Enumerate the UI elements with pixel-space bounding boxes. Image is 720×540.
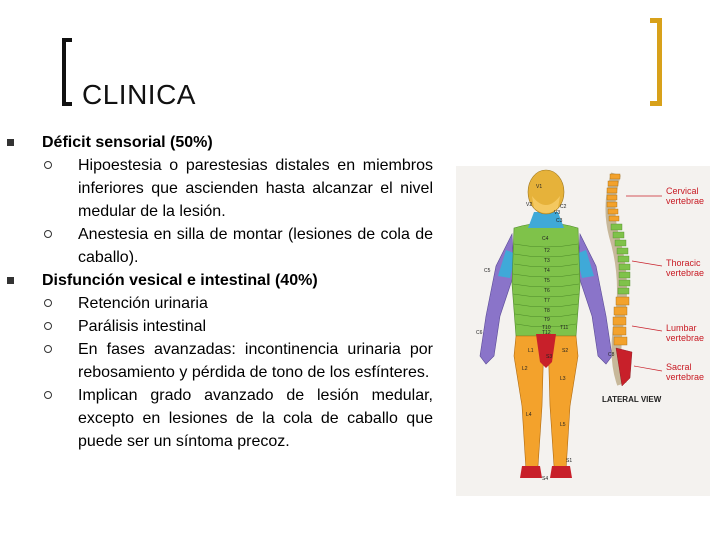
right-foot-shape — [550, 466, 572, 478]
dermatome-label: T8 — [544, 308, 550, 314]
dermatome-label: C2 — [560, 204, 567, 210]
dermatome-label: S3 — [546, 354, 553, 360]
ring-bullet-icon — [44, 345, 52, 353]
sub-bullet-text: Hipoestesia o parestesias distales en miembros inferiores que ascienden hasta alcanzar el nivel medular de la lesión. — [78, 157, 433, 220]
bullet-heading: Déficit sensorial (50%) — [42, 134, 213, 151]
sacral-label: Sacral — [666, 362, 692, 372]
sub-bullet-item — [0, 338, 433, 384]
dermatome-label: L1 — [528, 348, 534, 354]
dermatome-label: T4 — [544, 268, 550, 274]
dermatome-label: L4 — [526, 412, 532, 418]
sub-bullet-text: Parálisis intestinal — [78, 318, 207, 335]
thoracic-label: Thoracic — [666, 258, 701, 268]
dermatome-label: T6 — [544, 288, 550, 294]
sub-bullet-text: Anestesia en silla de montar (lesiones de cola de caballo). — [78, 226, 433, 266]
lumbar-label-2: vertebrae — [666, 333, 705, 343]
dermatome-label: L2 — [522, 366, 528, 372]
sub-bullet-text: Implican grado avanzado de lesión medular, excepto en lesiones de la cola de caballo que puede ser un síntoma precoz. — [78, 387, 433, 450]
dermatome-label: T2 — [544, 248, 550, 254]
square-bullet-icon — [7, 139, 14, 146]
dermatome-label: V1 — [536, 184, 543, 190]
sub-bullet-item — [0, 154, 433, 223]
square-bullet-icon — [7, 277, 14, 284]
bullet-item-bladder-bowel — [0, 269, 440, 292]
bullet-item-sensory — [0, 131, 440, 154]
slide-content — [0, 131, 440, 453]
dermatome-label: T9 — [544, 317, 550, 323]
lumbar-label: Lumbar — [666, 323, 697, 333]
ring-bullet-icon — [44, 391, 52, 399]
lateral-view-label: LATERAL VIEW — [602, 395, 662, 404]
sub-bullet-item — [0, 315, 433, 338]
spine-pointer-lines — [626, 196, 662, 371]
dermatome-label: C6 — [476, 330, 483, 336]
sub-bullet-text: Retención urinaria — [78, 295, 208, 312]
dermatome-label: C8 — [608, 352, 615, 358]
cervical-label: Cervical — [666, 186, 699, 196]
slide-title: CLINICA — [82, 79, 196, 110]
dermatome-illustration — [456, 166, 710, 496]
title-bracket-right — [650, 18, 662, 106]
title-bracket-left — [62, 38, 72, 106]
ring-bullet-icon — [44, 299, 52, 307]
left-foot-shape — [520, 466, 542, 478]
dermatome-label: T10 — [542, 325, 551, 331]
sub-bullet-item — [0, 223, 433, 269]
dermatome-label: S1 — [566, 458, 573, 464]
dermatome-label: T11 — [560, 325, 569, 331]
dermatome-label: L3 — [560, 376, 566, 382]
dermatome-label: T12 — [542, 330, 551, 336]
thoracic-label-2: vertebrae — [666, 268, 705, 278]
dermatome-label: T3 — [544, 258, 550, 264]
sub-bullet-item — [0, 292, 433, 315]
dermatome-figure — [456, 166, 710, 496]
dermatome-label: S4 — [542, 476, 549, 482]
dermatome-label: L5 — [560, 422, 566, 428]
sub-bullet-item — [0, 384, 433, 453]
bullet-heading: Disfunción vesical e intestinal (40%) — [42, 272, 318, 289]
dermatome-label: V2 — [526, 202, 533, 208]
sacral-label-2: vertebrae — [666, 372, 705, 382]
dermatome-label: V3 — [554, 210, 561, 216]
ring-bullet-icon — [44, 322, 52, 330]
dermatome-label: S2 — [562, 348, 569, 354]
dermatome-label: T5 — [544, 278, 550, 284]
dermatome-label: T7 — [544, 298, 550, 304]
dermatome-label: C4 — [542, 236, 549, 242]
cervical-label-2: vertebrae — [666, 196, 705, 206]
ring-bullet-icon — [44, 161, 52, 169]
dermatome-label: C3 — [556, 218, 563, 224]
dermatome-label: C5 — [484, 268, 491, 274]
sub-bullet-text: En fases avanzadas: incontinencia urinaria por rebosamiento y pérdida de tono de los esfínteres. — [78, 341, 433, 381]
ring-bullet-icon — [44, 230, 52, 238]
